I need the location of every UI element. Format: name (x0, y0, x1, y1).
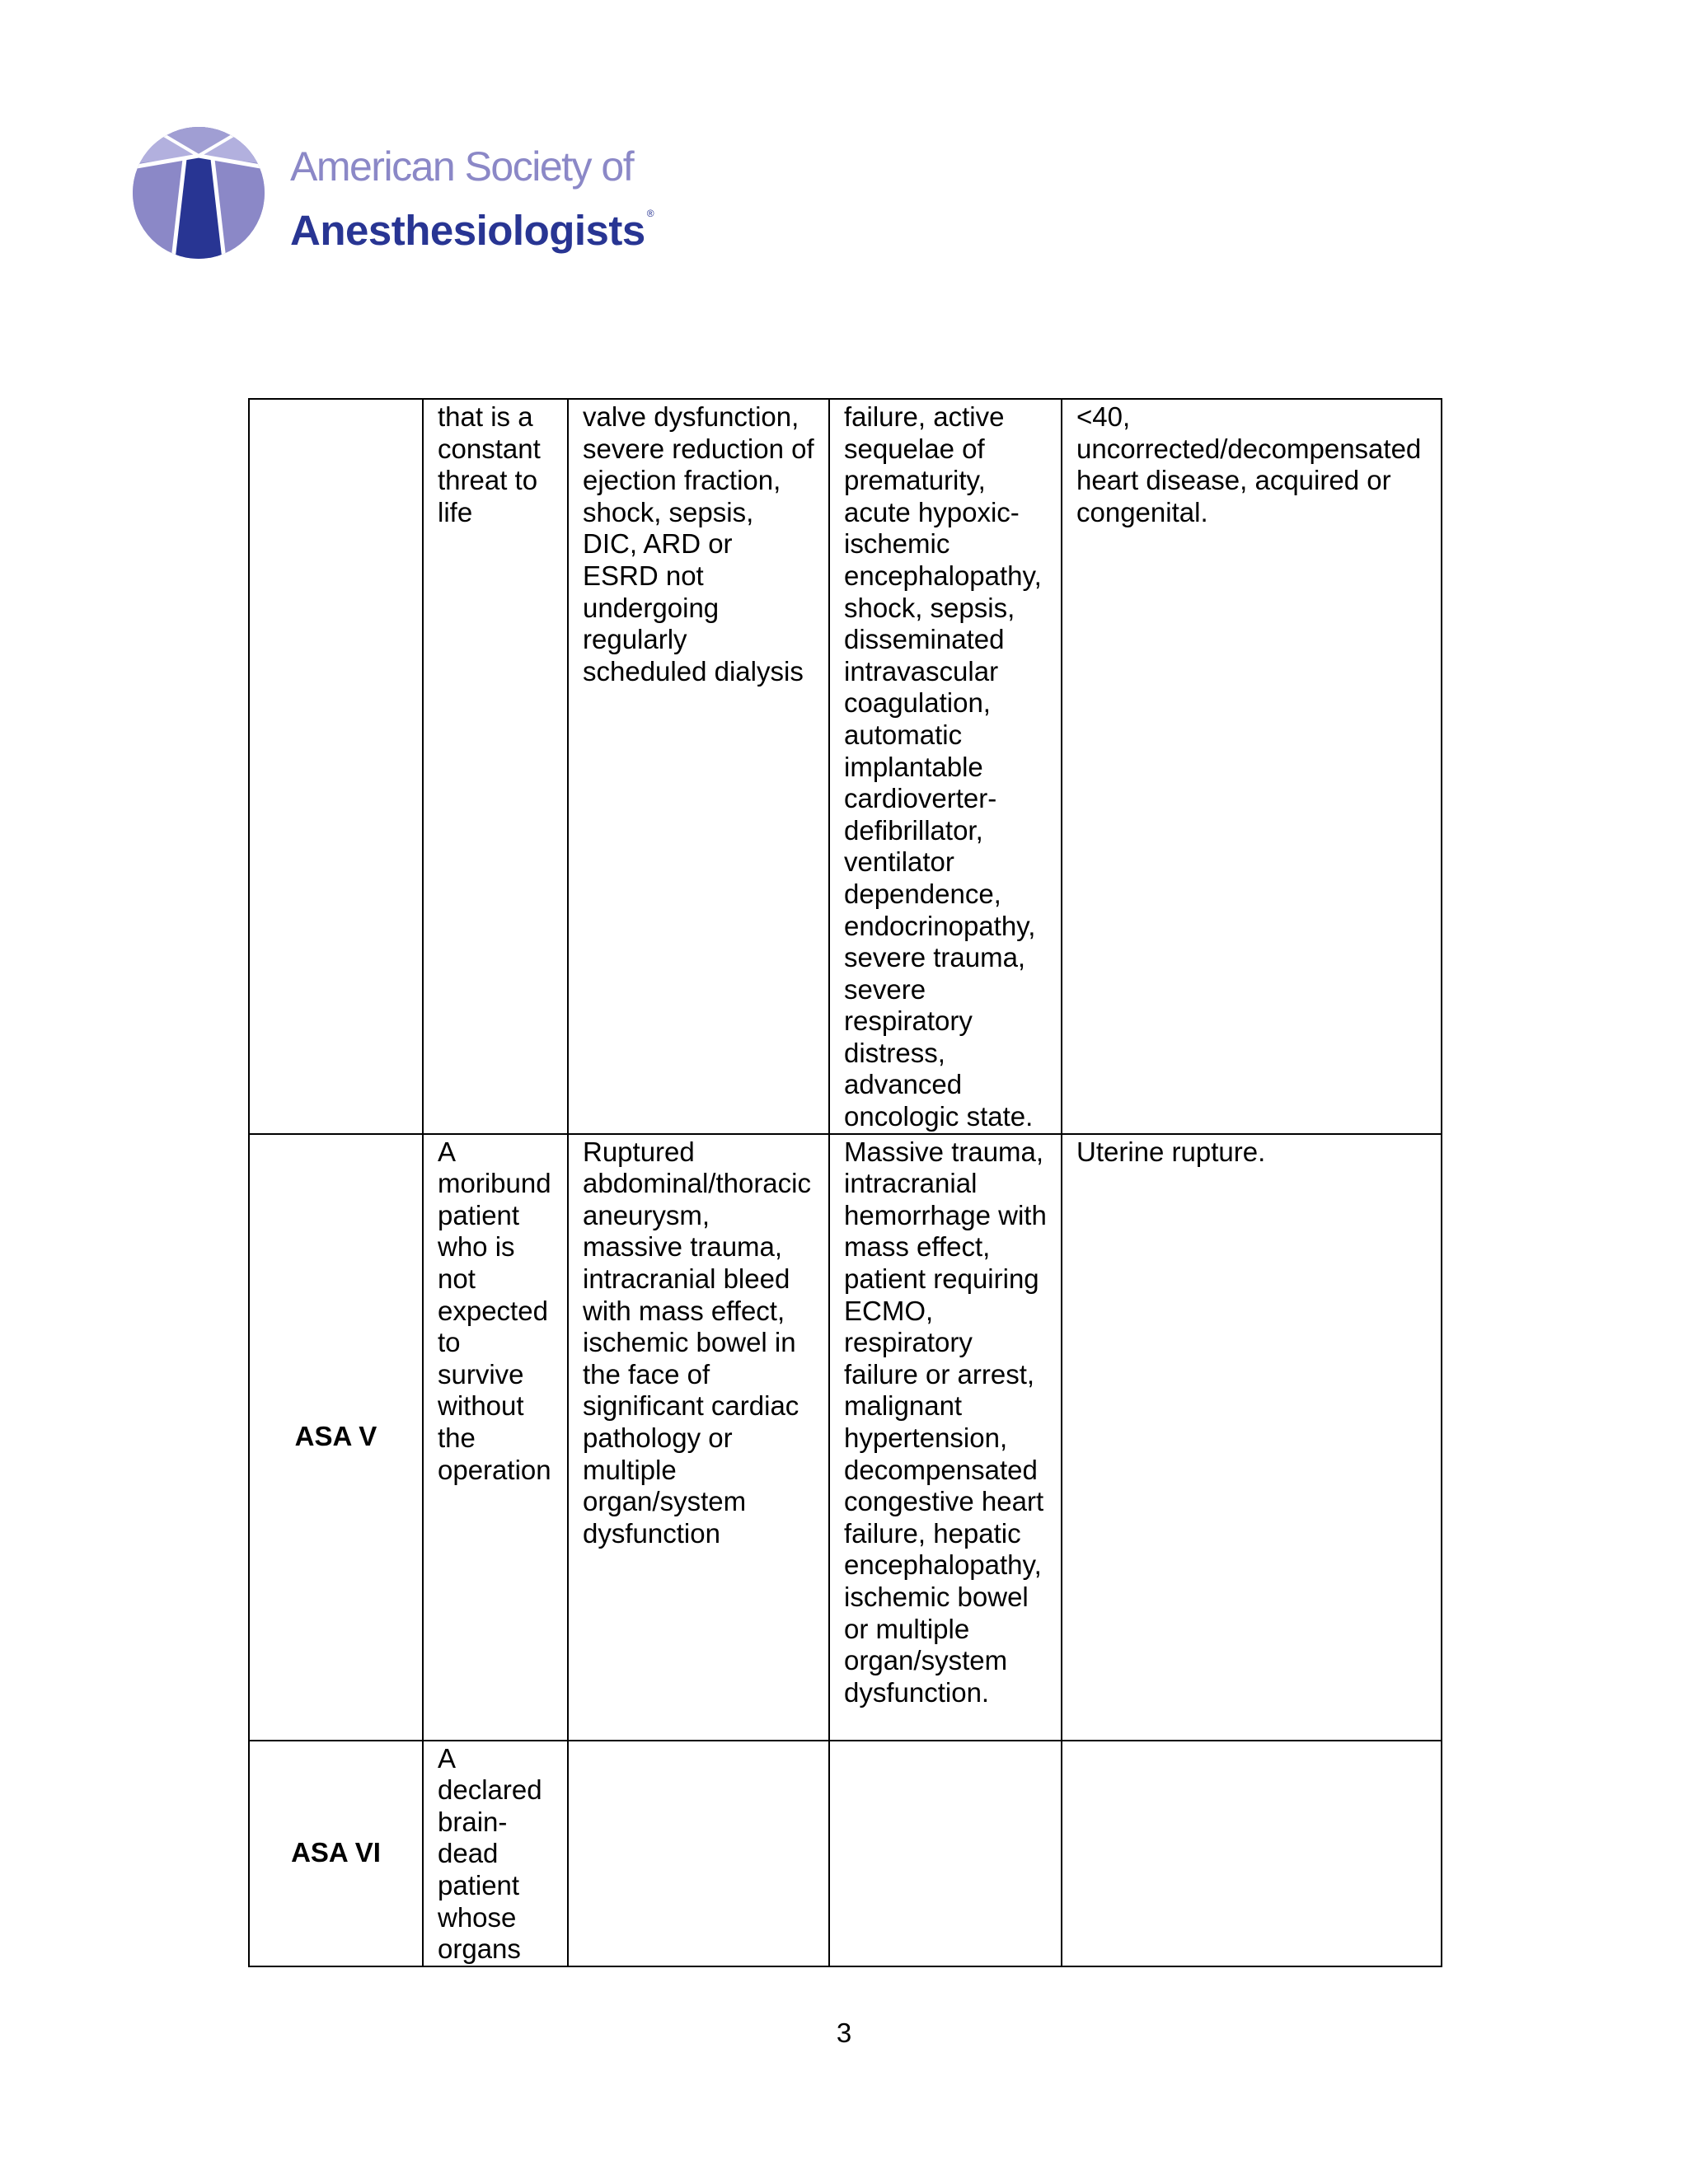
classification-cell: ASA V (249, 1134, 423, 1741)
table-row (249, 399, 1442, 1134)
adult-examples-cell: Ruptured abdominal/thoracic aneurysm, massive trauma, intracranial bleed with mass effect, ischemic bowel in the face of significant cardiac pathology or multiple organ/system dysfunction (568, 1134, 829, 1741)
classification-cell (249, 399, 423, 1134)
logo-line-2 (290, 190, 654, 254)
logo-line-1: American Society of (290, 143, 634, 190)
table-row (249, 1741, 1442, 1966)
asa-classification-table (248, 398, 1442, 1967)
logo-line-2-text: Anesthesiologists (290, 207, 645, 254)
table-row (249, 1134, 1442, 1741)
definition-cell: A moribund patient who is not expected to survive without the operation (423, 1134, 568, 1741)
asa-logo-emblem-icon (132, 126, 265, 260)
asa-logo-wordmark (290, 143, 654, 254)
definition-cell: that is a constant threat to life (423, 399, 568, 1134)
registered-mark: ® (646, 208, 654, 219)
obstetric-examples-cell (1062, 1741, 1442, 1966)
adult-examples-cell: valve dysfunction, severe reduction of ejection fraction, shock, sepsis, DIC, ARD or ESRD not undergoing regularly scheduled dialysis (568, 399, 829, 1134)
obstetric-examples-cell: Uterine rupture. (1062, 1134, 1442, 1741)
page-number: 3 (836, 2018, 852, 2048)
classification-cell: ASA VI (249, 1741, 423, 1966)
obstetric-examples-cell: <40, uncorrected/decompensated heart disease, acquired or congenital. (1062, 399, 1442, 1134)
pediatric-examples-cell: Massive trauma, intracranial hemorrhage with mass effect, patient requiring ECMO, respiratory failure or arrest, malignant hypertension, decompensated congestive heart failure, hepatic encephalopathy, ischemic bowel or multiple organ/system dysfunction. (829, 1134, 1062, 1741)
adult-examples-cell (568, 1741, 829, 1966)
asa-logo (132, 126, 676, 260)
pediatric-examples-cell: failure, active sequelae of prematurity, acute hypoxic-ischemic encephalopathy, shock, sepsis, disseminated intravascular coagulation, automatic implantable cardioverter-defibrillator, ventilator dependence, endocrinopathy, severe trauma, severe respiratory distress, advanced oncologic state. (829, 399, 1062, 1134)
definition-cell: A declared brain-dead patient whose organs (423, 1741, 568, 1966)
pediatric-examples-cell (829, 1741, 1062, 1966)
